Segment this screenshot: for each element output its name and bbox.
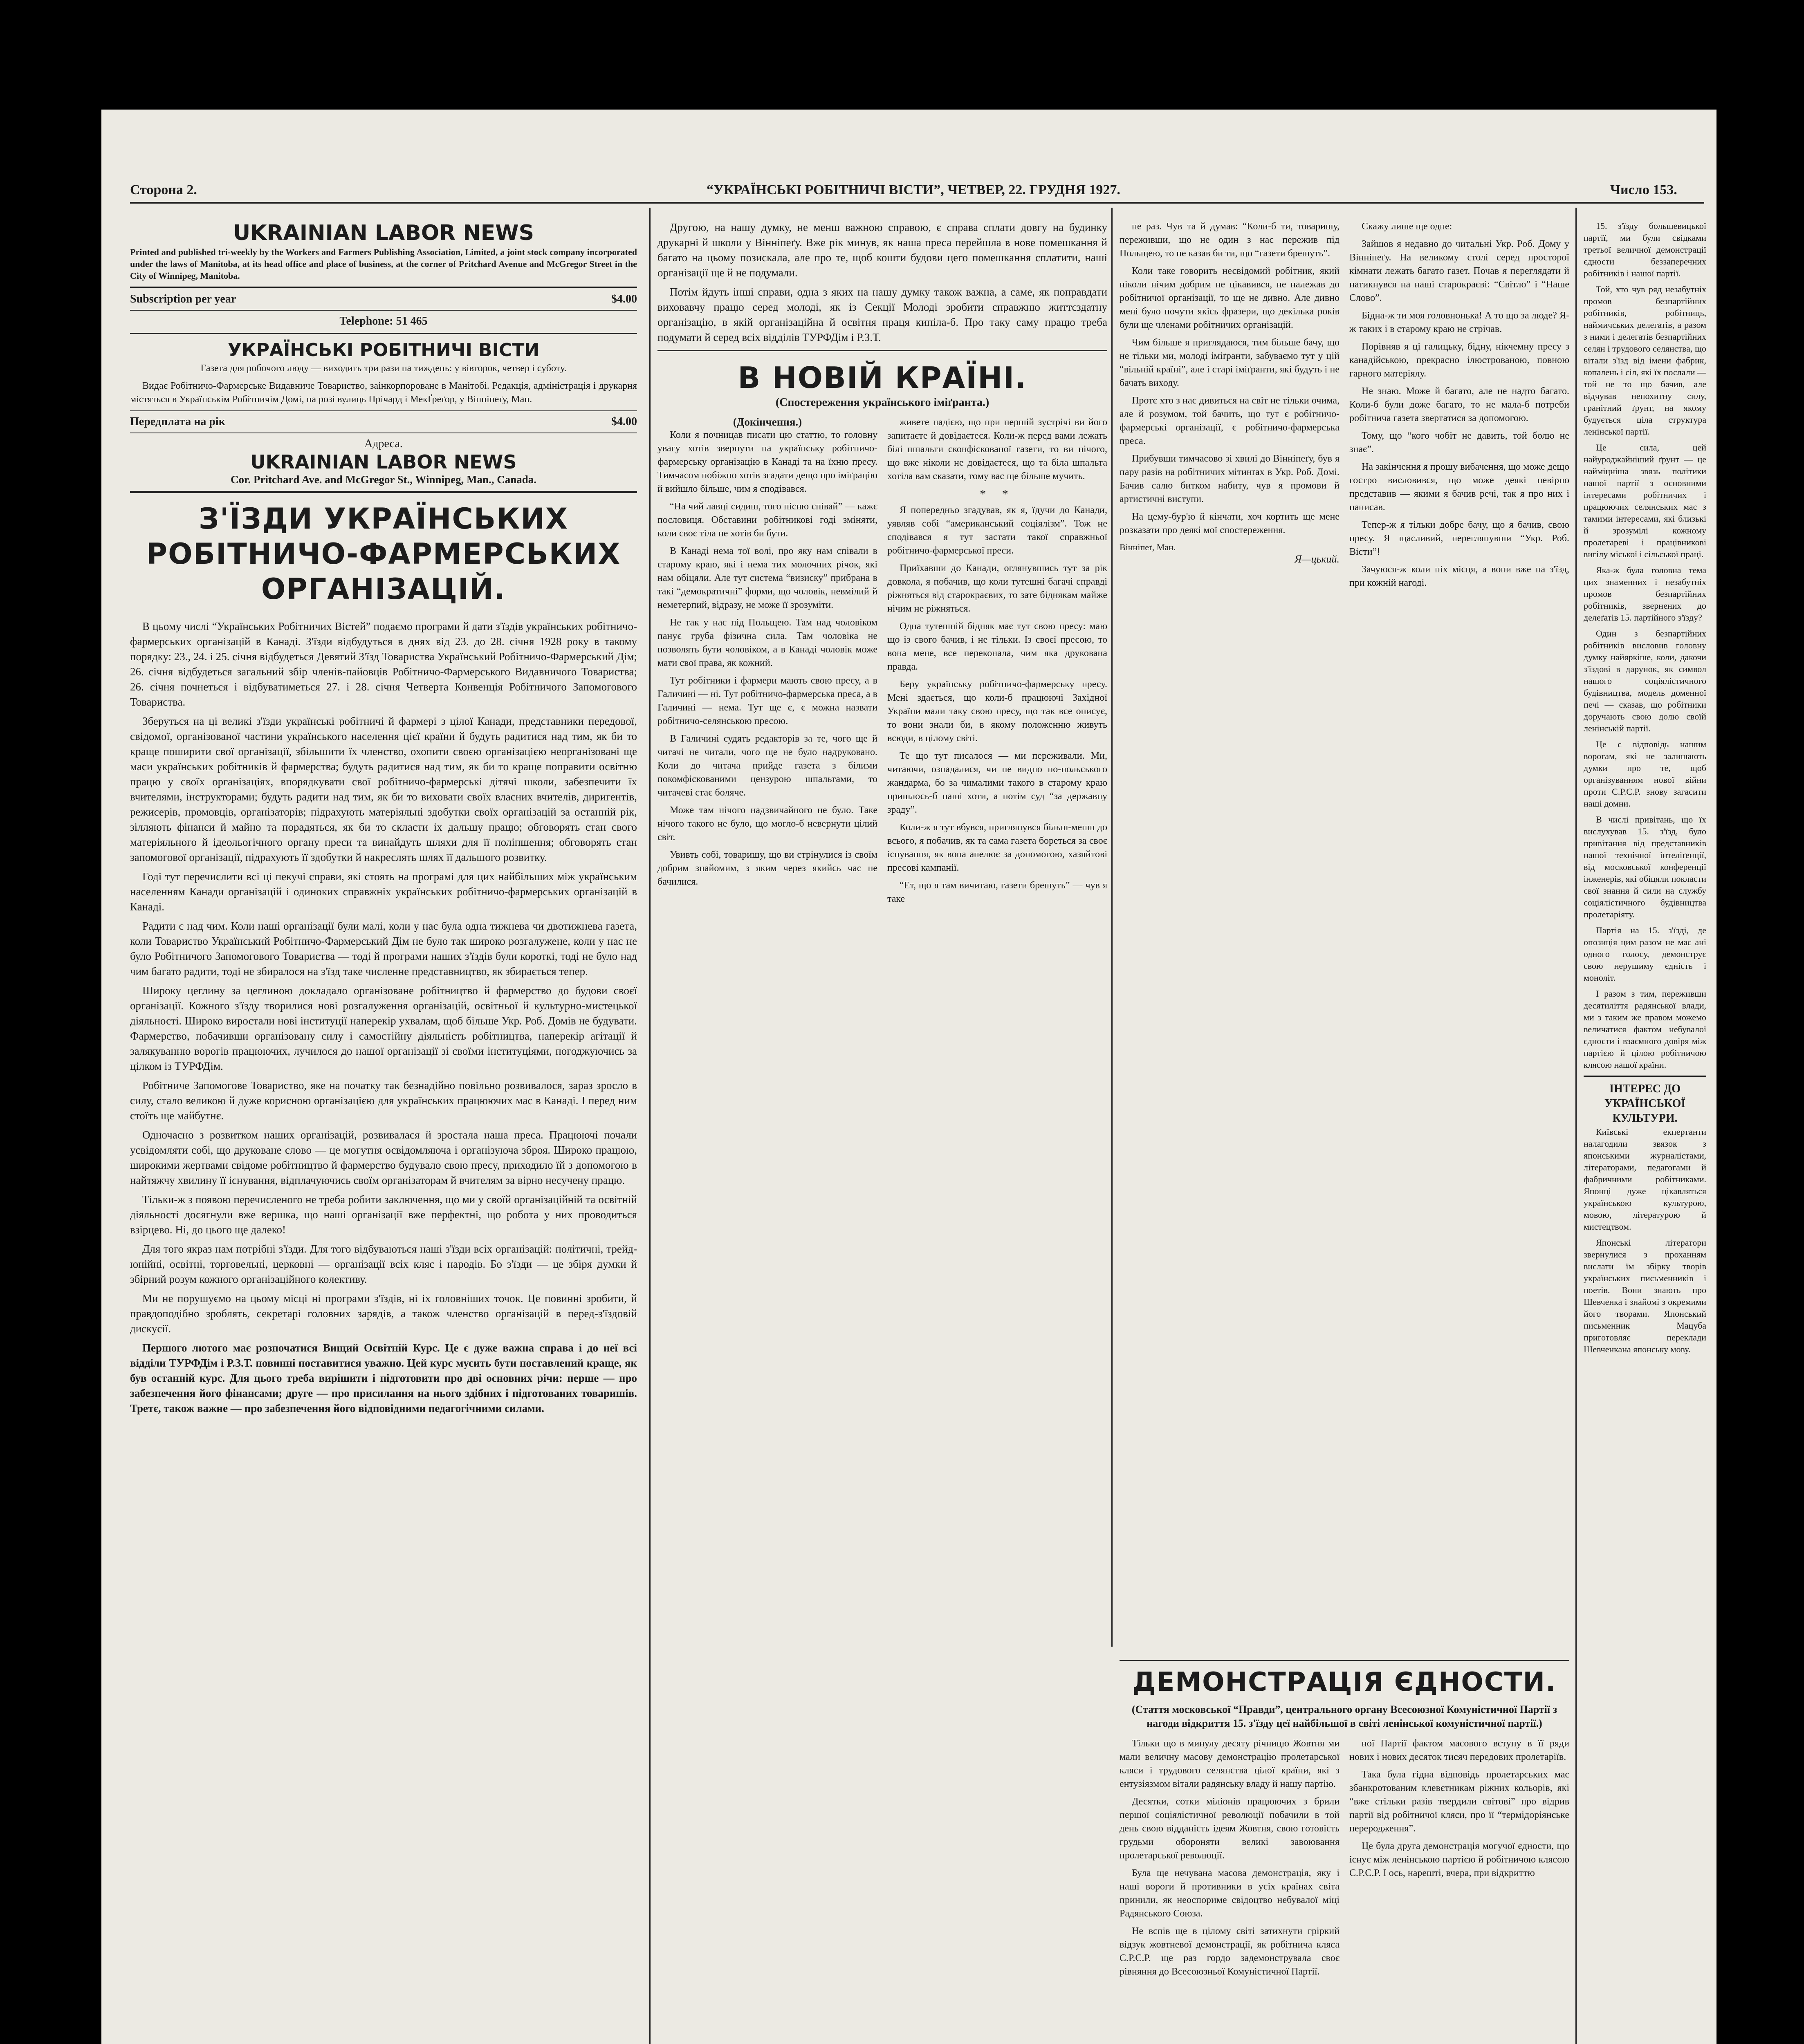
prepay-row: [130, 415, 637, 428]
article-paragraph: Коли-ж я тут вбувся, приглянувся більш-менш до всього, я побачив, як та сама газета бореться за своє існування, як вона апелює за допомогою, хазяйтові пресові кампанії.: [887, 822, 1107, 873]
publisher-note: Видає Робітничо-Фармерське Видавниче Товариство, заінкорпороване в Манітобі. Редакція, адміністрація і друкарня містяться в Українськім Робітничім Домі, на розі вулиць Прічард і МекҐреґор, у Вінніпеґу, Ман.: [130, 381, 637, 405]
two-column-body: [1120, 1737, 1569, 1983]
article-paragraph: Коли я почницав писати цю статтю, то головну увагу хотів звернути на українську робітничо-фармерську організацію в Канаді та на їхню пресу. Тимчасом побіжно хотів згадати дещо про іміґрацію й вийшло більше, чим я сподівався.: [657, 430, 877, 494]
article-paragraph: Київські екпертанти налагодили звязок з японськими журналістами, літераторами, педагогами й фабричними робітниками. Японці дуже цікавляться українською культурою, мовою, літературою й мистецтвом.: [1584, 1127, 1706, 1232]
article-paragraph: Беру українську робітничо-фармерську пресу. Мені здається, що коли-б працюючі Західної України мали таку свою пресу, що так все описує, то вони знали би, в якому положенню живуть всюди, в цілому світі.: [887, 679, 1107, 744]
article-paragraph: Для того якраз нам потрібні з'їзди. Для того відбуваються наші з'їзди всіх організацій: політичні, трейд-юнійні, освітні, торговельні, церковні — організації всіх кляс і народів. Бо з'їзди — це збіря думки й збірний розум кожного організаційного колективу.: [130, 1243, 637, 1285]
article-paragraph: Не вспів ще в цілому світі затихнути гріркий відзук жовтневої демонстрації, як робітнича кляса С.Р.С.Р. ще раз гордо задемонструвала своє рівняння до Всесоюзньої Комуністичної Партії.: [1120, 1926, 1340, 1977]
place-line: Вінніпеґ, Ман.: [1120, 542, 1176, 552]
article-paragraph: Не так у нас під Польщею. Там над чоловіком панує груба фізична сила. Там чоловіка не позволять бути чоловіком, а в Канаді чоловік може мати свої права, як кожний.: [657, 617, 877, 668]
article-paragraph: Яка-ж була головна тема цих знаменних і незабутніх промов безпартійних робітників, звернених до делеґатів 15. партійного з'їзду?: [1584, 565, 1706, 623]
two-column-body: [1120, 220, 1569, 1569]
prepay-label: Передплата на рік: [130, 415, 225, 428]
address-name: UKRAINIAN LABOR NEWS: [250, 451, 517, 473]
article-paragraph: Зачуюся-ж коли ніх місця, а вони вже на з'їзд, при кожній нагоді.: [1349, 564, 1569, 588]
article-paragraph: Широку цеглину за цеглиною докладало організоване робітництво й фармерство до будови своєї організації. Кожного з'їзду творилися нові розгалуження організацій, освітньої й культурно-мистецької діяльності. Широко виростали нові інституції наперекір ухвалам, щоб більше Укр. Роб. Домів не будувати. Фармерство, побачивши організовану силу і самостійну діяльність робітництва, наперекір агітації й залякуванню ворогів працюючих, лучилося до нашої організації зі своїми інституціями, погоджуючись за цілком із ТУРФДім.: [130, 984, 637, 1072]
article-paragraph: В числі привітань, що їх вислухував 15. з'їзд, було привітання від представників нашої технічної інтеліґенції, від московської конференції інженерів, які обіцяли покласти свої знання й сили на службу соціялістичного будівництва пролетаріяту.: [1584, 814, 1706, 919]
article-paragraph: Приїхавши до Канади, оглянувшись тут за рік довкола, я побачив, що коли тутешні багачі справді ріжняться від старокраєвих, то зате біднякам майже нічим не ріжняться.: [887, 563, 1107, 614]
article-paragraph: В цьому числі “Українських Робітничих Вістей” подаємо програми й дати з'їздів українських робітничо-фармерських організацій в Канаді. З'їзди відбудуться в днях від 23. до 28. січня 1928 року в такому порядку: 23., 24. і 25. січня відбудеться Девятий З'їзд Товариства Український Робітничо-Фармерський Дім; 26. січня відбудеться загальний збір членів-пайовців Робітничо-Фармерського Видавничого Товариства; 26. січня почнеться і відбуватиметься 27. і 28. січня Четверта Конвенція Робітничого Запомогового Товариства.: [130, 620, 637, 708]
subcolumn-left: [1120, 1737, 1340, 1983]
article-paragraph: Те що тут писалося — ми переживали. Ми, читаючи, ознадалися, чи не видно по-польського жандарма, бо за чималими такого в старому краю пришлось-б наші хоти, а потім суд “за державну зраду”.: [887, 751, 1107, 815]
article-paragraph: Порівняв я ці галицьку, бідну, нікчемну пресу з канадійською, прекрасно ілюстрованою, повною гарного матеріялу.: [1349, 341, 1569, 379]
article-paragraph: Я попередньо згадував, як я, їдучи до Канади, уявляв собі “американський соціялізм”. Тож не сподівався я тут застати такої справжньої робітничо-фармерської преси.: [887, 505, 1107, 556]
address-line: Cor. Pritchard Ave. and McGregor St., Winnipeg, Man., Canada.: [230, 473, 537, 486]
article-paragraph: Може там нічого надзвичайного не було. Таке нічого такого не було, що могло-б невернути цілий світ.: [657, 805, 877, 843]
article-paragraph: Японські літератори звернулися з проханням вислати їм збірку творів українських письменників і поетів. Вони знають про Шевченка і знайомі з окремими його творами. Японський письменник Мацуба приготовляє переклади Шевченкана японську мову.: [1584, 1237, 1706, 1354]
article-paragraph: Зберуться на ці великі з'їзди українські робітничі й фармері з цілої Канади, представники передової, свідомої, організованої частини українського населення цієї країни й будуть радитися над тим, як би то краще поширити свої організації, збільшити їх членство, охопити своєю організацією неорганізовані ще маси українських робітників й фармерства; будуть радитися над тим, як би то краще поправити освітню працю у своїх організаціях, впорядкувати свої робітничо-фармерські дітячі школи, забезпечити їх вчителями, інструкторами; будуть радити над тим, як би то виховати своїх власних вчителів, диригентів, режисерів, промовців, організаторів; підрахують матеріяльні здобутки своїх організацій за останній рік, зілляють фінанси й майно та порадяться, як би то скласти іх дальшу працю; обговорять стан свого матеріяльного й ідеольогічного органу преси та винайдуть шляхи для її поліпшення; обговорять стан запомогової організації, підрахують її здобутки й накреслять шлях її дальшого розвитку.: [130, 715, 637, 863]
article-paragraph: Це є відповідь нашим ворогам, які не залишають думки про те, щоб організуванням нової війни проти С.Р.С.Р. знову загасити наші домни.: [1584, 739, 1706, 809]
article-paragraph: Бідна-ж ти моя головнонька! А то що за люде? Я-ж таких і в старому краю не стрічав.: [1349, 310, 1569, 334]
subscription-label: Subscription per year: [130, 293, 236, 305]
column-3: [1120, 220, 1569, 1638]
article-paragraph: Один з безпартійних робітників висловив головну думку найяркіше, коли, дакочи з'їздові в дарунок, як символ нашого соціялістичного будівництва, модель доменної печі — сказав, що робітники доручають свою долю своїй ленінській партії.: [1584, 628, 1706, 733]
prepay-price: $4.00: [611, 415, 637, 428]
article-paragraph: ної Партії фактом масового вступу в її ряди нових і нових десяток тисяч передових пролетаріїв.: [1349, 1738, 1569, 1762]
article-paragraph: 15. з'їзду большевицької партії, ми були свідками третьої величної демонстрації єдности беззаперечних робітників і нашої партії.: [1584, 221, 1706, 278]
article-paragraph: Коли таке говорить несвідомий робітник, який ніколи нічим добрим не цікавився, не належав до робітничої організації, то ще не дивно. Але дивно мені було почути якісь фразери, що декілька років були ще членами робітничих організацій.: [1120, 266, 1340, 330]
demonstration-article: [1120, 1655, 1569, 2044]
article-paragraph: Десятки, сотки міліонів працюючих з брили першої соціялістичної революції побачили в той день свою відданість ідеям Жовтня, свою готовість грудьми обороняти великі завоювання пролетарської революції.: [1120, 1796, 1340, 1861]
column-rule: [1111, 208, 1113, 1647]
article-paragraph: “На чий лавці сидиш, того пісню співай” — кажє пословиця. Обставини робітникові годі зміняти, коли своє тіла не хотів би бути.: [657, 501, 877, 539]
english-title: UKRAINIAN LABOR NEWS: [233, 221, 534, 245]
header-rule: [130, 202, 1704, 204]
english-blurb: Printed and published tri-weekly by the Workers and Farmers Publishing Association, Limited, a joint stock company incorporated under the laws of Manitoba, at its head office and place of business, at the corner of Pritchard Avenue and McGregor Street in the City of Winnipeg, Manitoba.: [130, 247, 637, 281]
article-paragraph: живете надією, що при першій зустрічі ви його запитаєте й довідаєтеся. Коли-ж перед вами лежать білі шпальти сконфіскованої газети, то ви нічого, що вже ніколи не довідаєтеся, що та біла шпальта хотіла вам сказати, тому вас ще більше мучить.: [887, 417, 1107, 482]
article-paragraph: Це сила, цей найуроджайніший ґрунт — це найміцніша звязь політики нашої партії з основними інтересами робітничих і працюючих селянських мас з тамими інтересами, які близькі й зрозумілі кожному пролетареві і працівникові вигілу міської і сільської праці.: [1584, 442, 1706, 559]
paper-date: “УКРАЇНСЬКІ РОБІТНИЧІ ВІСТИ”, ЧЕТВЕР, 22. ГРУДНЯ 1927.: [707, 182, 1120, 197]
subcolumn-right: [1349, 1737, 1569, 1983]
subcolumn-left: [657, 416, 877, 910]
article-paragraph: На цему-бур'ю й кінчати, хоч кортить ще мене розказати про деякі мої спостереження.: [1120, 511, 1340, 536]
article-paragraph: Другою, на нашу думку, не менш важною справою, є справа сплати довгу на будинку друкарні й школи у Вінніпеґу. Вже рік минув, як наша преса перейшла в нове помешкання й багато на цьому позискала, але про те, щоб кошти будови цего помешкання сплатити, наші організації ще й не подумали.: [657, 221, 1107, 279]
article-paragraph: Скажу лише ще одне:: [1362, 221, 1452, 232]
subscription-row: [130, 293, 637, 306]
article-paragraph: Партія на 15. з'їзді, де опозиція цим разом не має ані одного голосу, демонструє свою нерушиму єдність і моноліт.: [1584, 925, 1706, 983]
column-1: [130, 220, 637, 2044]
article-paragraph: Тому, що “кого чобіт не давить, той болю не знає”.: [1349, 430, 1569, 455]
article-subhead: (Стаття московської “Правди”, центрального органу Всесоюзної Комуністичної Партії з нагоди відкриття 15. з'їзду цеї найбільшої в світі ленінської комуністичної партії.): [1131, 1703, 1557, 1729]
article-paragraph: Радити є над чим. Коли наші організації були малі, коли у нас була одна тижнева чи двотижнева газета, коли Товариство Український Робітничо-Фармерський Дім не було так широко розгалужене, коли у нас не було Робітничого Запомогового Товариства — тоді й програми наших з'їздів були короткі, тоді не було над чим багато радити, тоді не збиралося на з'їзд таке численне представництво, як збирається тепер.: [130, 920, 637, 977]
article-subhead: (Спостереження українського іміґранта.): [775, 396, 990, 409]
article-paragraph: Першого лютого має розпочатися Вищий Освітній Курс. Це є дуже важна справа і до неї всі відділи ТУРФДім і Р.З.Т. повинні поставитися уважно. Цей курс мусить бути поставлений краще, як був останній курс. Для цього треба вирішити і підготовити про дві основних річи: перше — про забезпечення його фінансами; друге — про присилання на нього здібних і підготованих товаришів. Третє, також важне — про забезпечення його відповідними педагогічними силами.: [130, 1342, 637, 1414]
article-paragraph: Зайшов я недавно до читальні Укр. Роб. Дому у Вінніпеґу. На великому столі серед просторої кімнати лежать багато газет. Почав я переглядати й натикнувся на наші старокраєві: “Світло” і “Наше Слово”.: [1349, 239, 1569, 303]
article-paragraph: Це була друга демонстрація могучої єдности, що існує між ленінською партією й робітничою клясою С.Р.С.Р. І ось, нарешті, вчера, при відкриттю: [1349, 1841, 1569, 1878]
newspaper-page: [101, 110, 1716, 2044]
article-paragraph: Чим більше я приглядаюся, тим більше бачу, що не тільки ми, молоді іміґранти, забуваємо тут у цій “вільній країні”, але і старі іміґранти, які будуть і не бачать виходу.: [1120, 337, 1340, 388]
article-paragraph: Тепер-ж я тільки добре бачу, що я бачив, свою пресу. Я щасливий, переглянувши “Укр. Роб. Вісти”!: [1349, 520, 1569, 557]
subcolumn-left: [1120, 220, 1340, 1569]
article-paragraph: “Ет, що я там вичитаю, газети брешуть” — чув я таке: [887, 880, 1107, 904]
article-paragraph: Увивть собі, товаришу, що ви стрінулися із своїм добрим знайомим, з яким через якийсь час не бачилися.: [657, 849, 877, 887]
article-paragraph: Тут робітники і фармери мають свою пресу, а в Галичині — ні. Тут робітничо-фармерська преса, а в Галичині — нема. Тут ще є, є можна назвати робітничо-селянською пресою.: [657, 675, 877, 726]
continued-label: (Докінчення.): [733, 416, 802, 428]
article-paragraph: І разом з тим, переживши десятиліття радянської влади, ми з таким же правом можемо величатися фактом небувалої єдности і взаємного довіря між партією й цілою робітничою клясою нашої країни.: [1584, 988, 1706, 1070]
section-stars: * *: [980, 487, 1015, 501]
article-paragraph: Тільки що в минулу десяту річницю Жовтня ми мали величну масову демонстрацію пролетарської кляси і трудового селянства цілої країни, які з ентузіязмом вітали радянську владу й нашу партію.: [1120, 1738, 1340, 1789]
article-paragraph: Не знаю. Може й багато, але не надто багато. Коли-б були доже багато, то не мала-б потреби робітнича газета звертатися за допомогою.: [1349, 386, 1569, 424]
article-paragraph: Годі тут перечислити всі ці пекучі справи, які стоять на програмі для цих найбільших між українським населенням Канади організацій і одиноких справжніх українських робітничо-фармерських організацій в Канаді.: [130, 870, 637, 913]
two-column-body: [657, 416, 1107, 910]
article-paragraph: Робітниче Запомогове Товариство, яке на початку так безнадійно повільно розвивалося, зараз зросло в силу, стало великою й дуже корисною організацією для українських працюючих мас в Канаді. І перед ним стоїть ще майбутнє.: [130, 1079, 637, 1122]
column-rule: [1575, 208, 1577, 2044]
subcolumn-right: [1349, 220, 1569, 1569]
telephone: Telephone: 51 465: [339, 315, 428, 327]
ukrainian-subtitle: Газета для робочого люду — виходить три рази на тиждень: у вівторок, четвер і суботу.: [200, 363, 567, 374]
article-paragraph: Ми не порушуємо на цьому місці ні програми з'їздів, ні іх головніших точок. Це повинні зробити, й правдоподібно зроблять, секретарі головних зарядів, а також членство організацій в перед-з'їздовій дискусії.: [130, 1292, 637, 1335]
article-paragraph: Була ще нечувана масова демонстрація, яку і наші вороги й противники в усіх країнах світа принили, як неоспориме свідоцтво небувалої міці Радянського Союза.: [1120, 1868, 1340, 1919]
address-label: Адреса.: [364, 437, 403, 450]
article-headline: ДЕМОНСТРАЦІЯ ЄДНОСТИ.: [1132, 1667, 1557, 1697]
column-2: [657, 220, 1107, 2044]
article-paragraph: не раз. Чув та й думав: “Коли-б ти, товаришу, переживши, що не один з нас пережив під Польщею, то не казав би ти, що “газети брешуть”.: [1120, 221, 1340, 259]
article-paragraph: В Галичині судять редакторів за те, чого ще й читачі не читали, чого ще не було надруковано. Коли до читача прийде газета з білими покомфіскованими цензурою шпальтами, то читачеві стає боляче.: [657, 733, 877, 798]
interest-headline: ІНТЕРЕС ДО УКРАЇНСЬКОЇ КУЛЬТУРИ.: [1604, 1083, 1686, 1125]
article-headline: В НОВІЙ КРАЇНІ.: [738, 361, 1027, 395]
article-paragraph: Така була гідна відповідь пролетарських мас збанкротованим клевєтникам ріжних кольорів, які “вже стільки разів твердили світові” про відрив партії від робітничої кляси, про її “термідоріянське переродження”.: [1349, 1769, 1569, 1834]
article-paragraph: Той, хто чув ряд незабутніх промов безпартійних робітників, робітниць, наймичських делегатів, а разом з ними і делегатів безпартійних селян і трудового селянства, що вітали з'їзд від імени фабрик, копалень і сіл, які їх послали — той не то що бачив, але відчував непохитну силу, гранітний ґрунт, на якому будується ціла структура ленінської партії.: [1584, 284, 1706, 437]
subscription-price: $4.00: [611, 293, 637, 305]
ukrainian-title: УКРАЇНСЬКІ РОБІТНИЧІ ВІСТИ: [227, 340, 540, 361]
article-paragraph: Одна тутешній бідняк має тут свою пресу: маю що із свого бачив, і не тільки. Із своєї пресою, то вона мене, все переконала, чим яка друкована правда.: [887, 621, 1107, 672]
article-paragraph: Прибувши тимчасово зі хвилі до Вінніпеґу, був я пару разів на робітничих мітинґах в Укр. Роб. Домі. Бачив салю битком набиту, чув я промови й артистичні виступи.: [1120, 453, 1340, 504]
article-paragraph: На закінчення я прошу вибачення, що може дещо гостро висловився, що може деякі невірно представив — якими я бачив речі, так я про них і написав.: [1349, 462, 1569, 513]
author-signature: Я—цький.: [1295, 553, 1340, 565]
subcolumn-right: [887, 416, 1107, 910]
article-paragraph: Одночасно з розвитком наших організацій, розвивалася й зростала наша преса. Працюючі почали усвідомляти собі, що друковане слово — це могутня освідомляюча і організуюча зброя. Широко працюю, широкими жертвами свідоме робітництво й фармерство будувало свою пресу, приходило їй з допомогою в найтяжчу хвилину її існування, відплачуючись своїм організаторам й вчителям за вірно несучену працю.: [130, 1129, 637, 1186]
column-rule: [649, 208, 651, 2044]
masthead: [130, 220, 637, 493]
page-label: Сторона 2.: [130, 182, 197, 197]
article-paragraph: Потім йдуть інші справи, одна з яких на нашу думку також важна, а саме, як поправдати виховавчу працю серед молоді, як із Секції Молоді зробити справжню життєздатну організацію, в якій організаційна й освітня праця кипіла-б. Про таку саму працю треба подумати й серед всіх відділів ТУРФДім і Р.З.Т.: [657, 286, 1107, 343]
issue-number: Число 153.: [1610, 182, 1677, 197]
article-paragraph: Протє хто з нас дивиться на світ не тільки очима, але й розумом, той бачить, що тут є робітничо-фармерські організації, є робітничо-фармерська преса.: [1120, 395, 1340, 446]
article-paragraph: В Канаді нема тої волі, про яку нам співали в старому краю, які і нема тих молочних річок, які нам обіцяли. Але тут система “визиску” прибрана в такі “демократичні” форми, що чоловік, невмілий й неметерпий, відразу, не може її зрозуміти.: [657, 546, 877, 610]
column-4: [1584, 220, 1706, 2044]
article-headline: З'ЇЗДИ УКРАЇНСЬКИХ РОБІТНИЧО-ФАРМЕРСЬКИХ ОРГАНІЗАЦІЙ.: [146, 502, 621, 606]
article-paragraph: Тільки-ж з появою перечисленого не треба робити заключення, що ми у своїй організаційній та освітній діяльності досягнули вже вершка, що наші організації вже перфектні, що робота у них проводиться взірцево. Ні, до цього ще далеко!: [130, 1193, 637, 1236]
